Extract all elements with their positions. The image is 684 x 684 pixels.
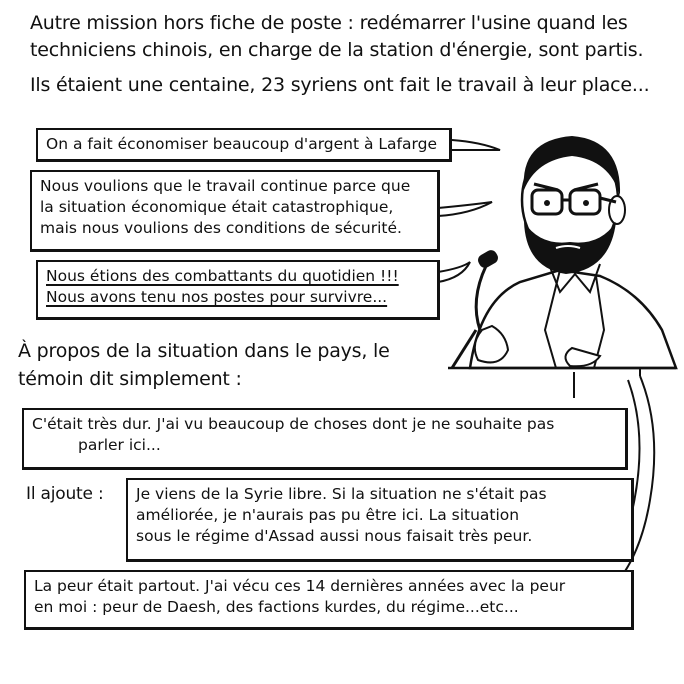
bubble-2-line-1: Nous voulions que le travail continue parce que xyxy=(40,177,411,195)
witness-quote-2 xyxy=(126,478,634,562)
narration-line-2: témoin dit simplement : xyxy=(18,368,242,390)
speech-bubble-3 xyxy=(36,260,440,320)
bubble-3-line-2: Nous avons tenu nos postes pour survivre... xyxy=(46,288,388,306)
ajoute-label: Il ajoute : xyxy=(26,484,104,504)
intro-line-3: Ils étaient une centaine, 23 syriens ont fait le travail à leur place... xyxy=(30,74,650,96)
narration-line-1: À propos de la situation dans le pays, le xyxy=(18,340,390,362)
bubble-tail-2 xyxy=(438,202,492,216)
witness-quote-1 xyxy=(22,408,628,470)
quote-1-line-1: C'était très dur. J'ai vu beaucoup de choses dont je ne souhaite pas xyxy=(32,415,555,433)
quote-2-line-1: Je viens de la Syrie libre. Si la situation ne s'était pas xyxy=(136,485,547,503)
bubble-3-line-1: Nous étions des combattants du quotidien !!! xyxy=(46,267,399,285)
speech-bubble-1 xyxy=(36,128,452,162)
quote-3-line-1: La peur était partout. J'ai vécu ces 14 dernières années avec la peur xyxy=(34,577,566,595)
intro-line-2: techniciens chinois, en charge de la station d'énergie, sont partis. xyxy=(30,39,644,61)
quote-2-line-2: améliorée, je n'aurais pas pu être ici. La situation xyxy=(136,506,520,524)
witness-quote-3 xyxy=(24,570,634,630)
bubble-tail-1 xyxy=(452,140,500,150)
bubble-2-line-2: la situation économique était catastrophique, xyxy=(40,198,394,216)
quote-3-line-2: en moi : peur de Daesh, des factions kurdes, du régime...etc... xyxy=(34,598,519,616)
intro-line-1: Autre mission hors fiche de poste : redémarrer l'usine quand les xyxy=(30,12,628,34)
bubble-1-text: On a fait économiser beaucoup d'argent à Lafarge xyxy=(46,135,437,153)
speaker-figure xyxy=(470,136,676,368)
speech-bubble-2 xyxy=(30,170,440,252)
bubble-2-line-3: mais nous voulions des conditions de sécurité. xyxy=(40,219,402,237)
quote-2-line-3: sous le régime d'Assad aussi nous faisait très peur. xyxy=(136,527,533,545)
quote-1-line-2: parler ici... xyxy=(78,436,161,454)
bubble-tail-3 xyxy=(438,262,470,282)
